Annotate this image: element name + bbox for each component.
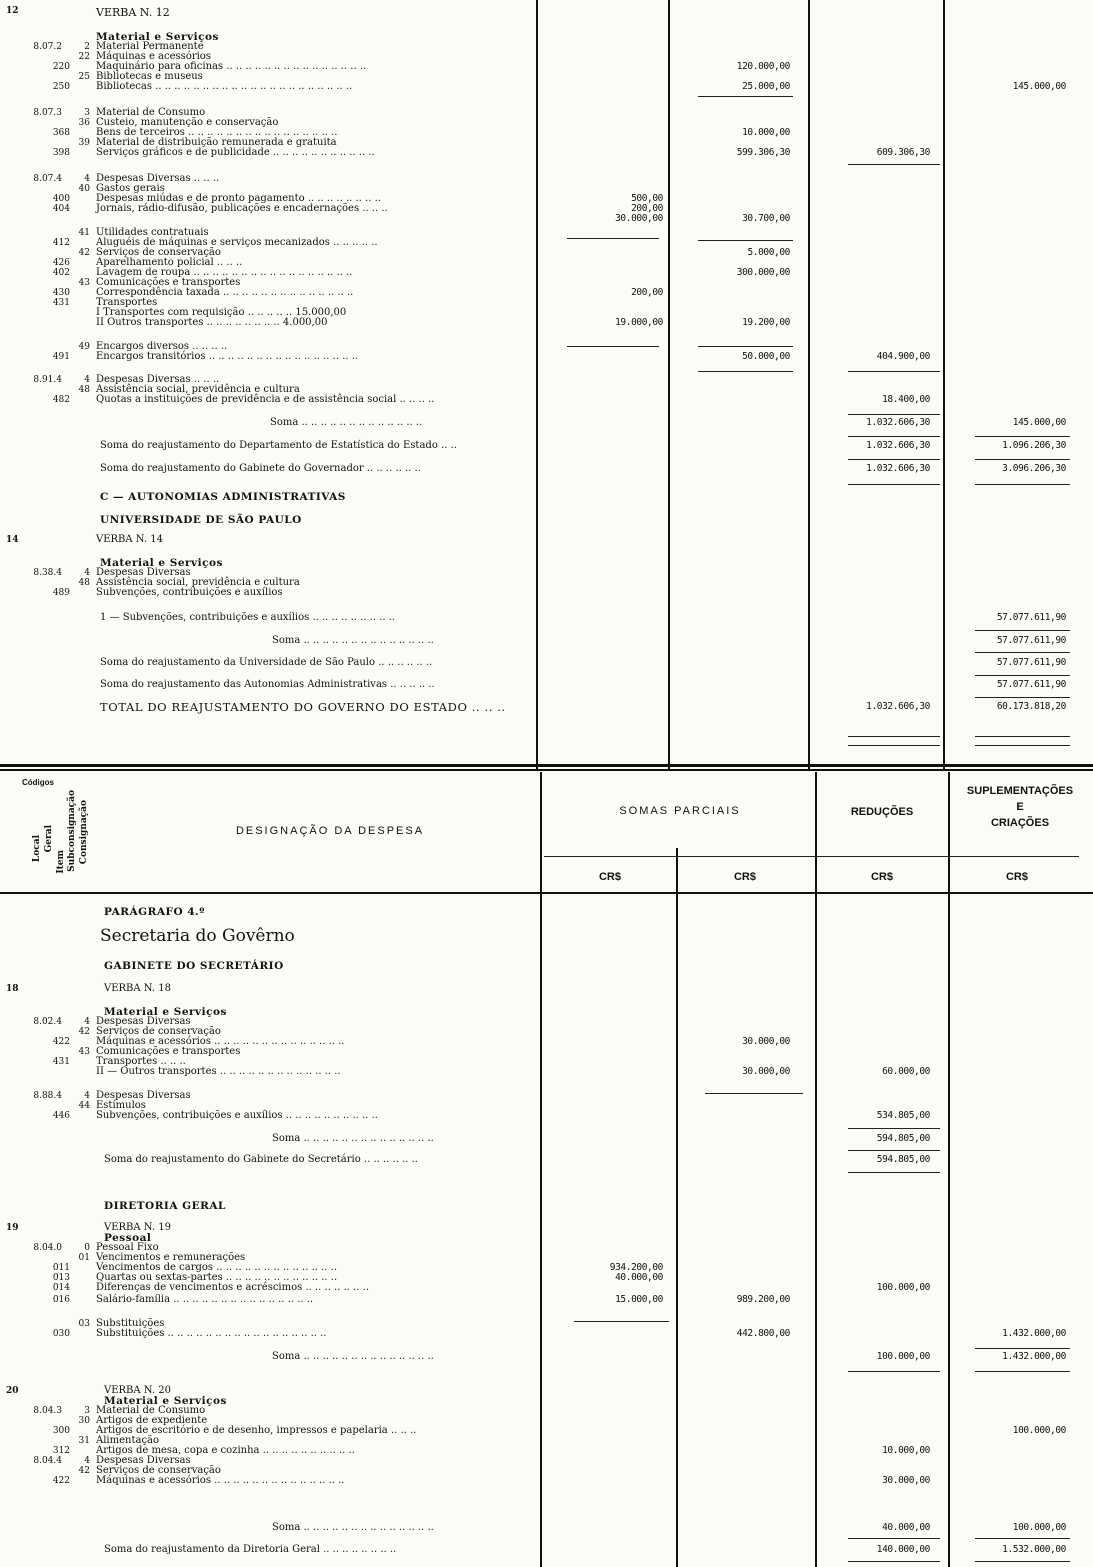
line-description: Máquinas e acessórios [96,51,211,62]
total-rule [848,414,940,415]
line-description: Bibliotecas .. .. .. .. .. .. .. .. .. .. .. .. .. .. .. .. .. .. .. .. .. [96,81,353,92]
ledger-row [0,926,1093,946]
subcode: 42 [78,1466,90,1476]
line-description: Serviços gráficos e de publicidade .. .. .. .. .. .. .. .. .. .. .. [96,147,375,158]
partial-sums-header: SOMAS PARCIAIS [619,805,741,817]
line-description: 1 — Subvenções, contribuições e auxílios .. .. .. .. .. .. .. .. .. [100,612,396,623]
amount-v1: 200,00 [631,287,663,298]
line-description: Soma do reajustamento das Autonomias Administrativas .. .. .. .. .. [100,679,435,690]
ledger-row [0,1522,1093,1534]
total-rule [975,1371,1070,1372]
line-description: Despesas Diversas .. .. .. [96,374,220,385]
section-divider [0,764,1093,767]
code-col-consignacao: Consignação [79,800,89,865]
line-description: Comunicações e transportes [96,1046,241,1057]
line-description: Despesas Diversas [96,1090,191,1101]
ledger-row [0,1475,1093,1487]
line-description: Despesas Diversas .. .. .. [96,173,220,184]
account-code: 8.07.4 [33,174,62,184]
ledger-row [0,587,1093,599]
ledger-row [0,1294,1093,1306]
subcode: 4 [84,174,90,184]
line-description: VERBA N. 19 [104,1222,171,1233]
subcode: 3 [84,108,90,118]
line-description: Vencimentos e remunerações [96,1252,246,1263]
subcode: 03 [78,1319,90,1329]
amount-v2: 10.000,00 [742,127,790,138]
total-rule [975,436,1070,437]
amount-v4: 1.096.206,30 [1002,440,1066,451]
header-subrule [544,856,1079,857]
line-description: Soma do reajustamento da Diretoria Geral .. .. .. .. .. .. .. .. [104,1544,397,1555]
amount-v1: 200,00 [631,203,663,214]
amount-v4: 1.532.000,00 [1002,1544,1066,1555]
ledger-row [0,906,1093,918]
amount-v2: 300.000,00 [736,267,790,278]
line-description: Bibliotecas e museus [96,71,203,82]
amount-v2: 30.000,00 [742,1066,790,1077]
verba-number: 20 [6,1386,19,1396]
line-description: Soma .. .. .. .. .. .. .. .. .. .. .. .. .. [270,417,423,428]
total-rule [975,652,1070,653]
total-rule [698,240,793,241]
total-rule [567,346,659,347]
amount-v1: 934.200,00 [609,1262,663,1273]
total-rule [574,1321,669,1322]
subcode: 41 [78,228,90,238]
account-code: 398 [52,148,70,158]
line-description: Substituições [96,1318,165,1329]
amount-v3: 594.805,00 [876,1133,930,1144]
line-description: Artigos de escritório e de desenho, impressos e papelaria .. .. .. [96,1425,417,1436]
amount-v1: 15.000,00 [615,1294,663,1305]
line-description: Transportes .. .. .. [96,1056,186,1067]
ledger-row [0,317,1093,329]
line-description: Secretaria do Govêrno [100,926,295,946]
line-description: Alimentação [96,1435,160,1446]
total-rule [698,96,793,97]
amount-v4: 100.000,00 [1012,1522,1066,1533]
account-code: 8.04.4 [33,1456,62,1466]
currency-label: CR$ [598,871,621,883]
ledger-row [0,983,1093,995]
line-description: TOTAL DO REAJUSTAMENTO DO GOVERNO DO ESTADO .. .. .. [100,700,506,714]
subcode: 4 [84,375,90,385]
line-description: Transportes [96,297,158,308]
subcode: 49 [78,342,90,352]
verba-number: 14 [6,535,19,545]
total-rule [975,459,1070,460]
amount-v4: 57.077.611,90 [996,635,1066,646]
amount-v3: 10.000,00 [882,1445,930,1456]
designation-header: DESIGNAÇÃO DA DESPESA [235,825,425,837]
total-rule [698,371,793,372]
amount-v3: 100.000,00 [876,1351,930,1362]
total-rule [975,736,1070,737]
amount-v2: 5.000,00 [747,247,790,258]
line-description: II Outros transportes .. .. .. .. .. .. .. .. 4.000,00 [96,317,328,328]
line-description: Comunicações e transportes [96,277,241,288]
verba-number: 19 [6,1223,19,1233]
account-code: 426 [52,258,70,268]
currency-label: CR$ [870,871,893,883]
currency-label: CR$ [1005,871,1028,883]
line-description: Máquinas e acessórios .. .. .. .. .. .. .. .. .. .. .. .. .. .. [96,1036,345,1047]
line-description: Despesas Diversas [96,1455,191,1466]
line-description: Soma do reajustamento da Universidade de São Paulo .. .. .. .. .. .. [100,657,433,668]
ledger-row [0,147,1093,159]
total-rule [975,1348,1070,1349]
amount-v2: 442.800,00 [736,1328,790,1339]
line-description: Diferenças de vencimentos e acréscimos .. .. .. .. .. .. .. [96,1282,370,1293]
reductions-header: REDUÇÕES [850,806,914,818]
total-rule [698,346,793,347]
amount-v3: 594.805,00 [876,1154,930,1165]
line-description: Assistência social, previdência e cultura [96,577,300,588]
ledger-row [0,514,1093,526]
amount-v4: 1.432.000,00 [1002,1351,1066,1362]
subcode: 4 [84,1091,90,1101]
ledger-row [0,81,1093,93]
line-description: Soma .. .. .. .. .. .. .. .. .. .. .. .. .. .. [272,1133,434,1144]
codes-label: Códigos [22,778,54,787]
currency-label: CR$ [733,871,756,883]
account-code: 014 [52,1283,70,1293]
amount-v3: 1.032.606,30 [866,463,930,474]
subcode: 22 [78,52,90,62]
line-description: GABINETE DO SECRETÁRIO [104,960,284,972]
line-description: Subvenções, contribuições e auxílios .. .. .. .. .. .. .. .. .. .. [96,1110,378,1121]
line-description: Máquinas e acessórios .. .. .. .. .. .. .. .. .. .. .. .. .. .. [96,1475,345,1486]
account-code: 8.91.4 [33,375,62,385]
ledger-row [0,1133,1093,1145]
account-code: 489 [52,588,70,598]
amount-v4: 1.432.000,00 [1002,1328,1066,1339]
line-description: VERBA N. 20 [104,1385,171,1396]
ledger-row [0,1154,1093,1166]
amount-v3: 534.805,00 [876,1110,930,1121]
ledger-row [0,701,1093,713]
line-description: Correspondência taxada .. .. .. .. .. .. .. .. .. .. .. .. .. .. [96,287,354,298]
amount-v2: 25.000,00 [742,81,790,92]
subcode: 31 [78,1436,90,1446]
amount-v3: 18.400,00 [882,394,930,405]
amount-v2: 989.200,00 [736,1294,790,1305]
line-description: Jornais, rádio-difusão, publicações e encadernações .. .. .. [96,203,388,214]
line-description: Soma .. .. .. .. .. .. .. .. .. .. .. .. .. .. [272,1522,434,1533]
account-code: 430 [52,288,70,298]
amount-v2: 19.200,00 [742,317,790,328]
amount-v4: 145.000,00 [1012,81,1066,92]
amount-v1: 30.000,00 [615,213,663,224]
account-code: 013 [52,1273,70,1283]
subcode: 48 [78,385,90,395]
ledger-row [0,612,1093,624]
account-code: 482 [52,395,70,405]
code-col-subconsignacao: Subconsignação [67,790,77,872]
amount-v4: 3.096.206,30 [1002,463,1066,474]
account-code: 312 [52,1446,70,1456]
line-description: Material e Serviços [100,557,223,569]
line-description: UNIVERSIDADE DE SÃO PAULO [100,514,302,526]
line-description: Custeio, manutenção e conservação [96,117,279,128]
account-code: 8.38.4 [33,568,62,578]
account-code: 368 [52,128,70,138]
amount-v2: 30.700,00 [742,213,790,224]
line-description: II — Outros transportes .. .. .. .. .. .. .. .. .. .. .. .. .. [96,1066,341,1077]
total-rule [848,1371,940,1372]
total-rule [975,1538,1070,1539]
total-rule [975,697,1070,698]
amount-v4: 57.077.611,90 [996,657,1066,668]
account-code: 250 [52,82,70,92]
amount-v3: 404.900,00 [876,351,930,362]
subcode: 0 [84,1243,90,1253]
total-rule [848,1538,940,1539]
ledger-row [0,440,1093,452]
subcode: 39 [78,138,90,148]
line-description: Pessoal Fixo [96,1242,159,1253]
subcode: 36 [78,118,90,128]
account-code: 8.07.2 [33,42,62,52]
account-code: 431 [52,298,70,308]
subcode: 4 [84,568,90,578]
account-code: 400 [52,194,70,204]
subcode: 01 [78,1253,90,1263]
line-description: Material e Serviços [96,31,219,43]
total-rule [848,164,940,165]
total-rule [848,484,940,485]
total-rule [848,1150,940,1151]
total-rule [975,484,1070,485]
line-description: Serviços de conservação [96,247,221,258]
amount-v3: 1.032.606,30 [866,417,930,428]
line-description: Quotas a instituições de previdência e de assistência social .. .. .. .. [96,394,435,405]
ledger-row [0,394,1093,406]
amount-v2: 120.000,00 [736,61,790,72]
amount-v3: 1.032.606,30 [866,701,930,712]
ledger-row [0,1351,1093,1363]
subcode: 48 [78,578,90,588]
ledger-row [0,417,1093,429]
amount-v4: 57.077.611,90 [996,612,1066,623]
section-divider [0,769,1093,771]
amount-v1: 40.000,00 [615,1272,663,1283]
line-description: Soma do reajustamento do Gabinete do Governador .. .. .. .. .. .. [100,463,421,474]
line-description: Soma .. .. .. .. .. .. .. .. .. .. .. .. .. .. [272,1351,434,1362]
amount-v3: 609.306,30 [876,147,930,158]
ledger-row [0,1544,1093,1556]
line-description: Soma do reajustamento do Gabinete do Secretário .. .. .. .. .. .. [104,1154,418,1165]
total-rule [848,745,940,746]
line-description: Estímulos [96,1100,146,1111]
subcode: 44 [78,1101,90,1111]
line-description: Aparelhamento policial .. .. .. [96,257,243,268]
account-code: 402 [52,268,70,278]
amount-v3: 30.000,00 [882,1475,930,1486]
amount-v3: 140.000,00 [876,1544,930,1555]
line-description: Artigos de mesa, copa e cozinha .. .. .. .. .. .. .. .. .. .. [96,1445,355,1456]
line-description: Material de distribuição remunerada e gratuita [96,137,337,148]
ledger-row [0,960,1093,972]
ledger-row [0,679,1093,691]
total-rule [848,371,940,372]
line-description: C — AUTONOMIAS ADMINISTRATIVAS [100,491,346,503]
total-rule [848,1561,940,1562]
subcode: 43 [78,278,90,288]
amount-v3: 60.000,00 [882,1066,930,1077]
account-code: 412 [52,238,70,248]
amount-v3: 1.032.606,30 [866,440,930,451]
account-code: 422 [52,1476,70,1486]
amount-v4: 57.077.611,90 [996,679,1066,690]
amount-v1: 19.000,00 [615,317,663,328]
account-code: 030 [52,1329,70,1339]
ledger-row [0,1328,1093,1340]
account-code: 431 [52,1057,70,1067]
total-rule [848,736,940,737]
line-description: Despesas Diversas [96,567,191,578]
subcode: 25 [78,72,90,82]
line-description: PARÁGRAFO 4.º [104,906,205,918]
ledger-row [0,1110,1093,1122]
account-code: 011 [52,1263,70,1273]
ledger-row [0,351,1093,363]
line-description: Gastos gerais [96,183,165,194]
total-rule [705,1093,803,1094]
line-description: Serviços de conservação [96,1465,221,1476]
line-description: Lavagem de roupa .. .. .. .. .. .. .. .. .. .. .. .. .. .. .. .. .. [96,267,353,278]
ledger-row [0,657,1093,669]
account-code: 8.04.0 [33,1243,62,1253]
line-description: DIRETORIA GERAL [104,1200,226,1212]
line-description: Soma do reajustamento do Departamento de Estatística do Estado .. .. [100,440,457,451]
amount-v3: 40.000,00 [882,1522,930,1533]
line-description: Material e Serviços [104,1395,227,1407]
amount-v1: 500,00 [631,193,663,204]
account-code: 491 [52,352,70,362]
subcode: 40 [78,184,90,194]
ledger-row [0,491,1093,503]
code-col-geral: Geral [44,825,54,853]
line-description: Material de Consumo [96,1405,206,1416]
account-code: 422 [52,1037,70,1047]
account-code: 220 [52,62,70,72]
line-description: Material Permanente [96,41,204,52]
line-description: VERBA N. 18 [104,983,171,994]
amount-v3: 100.000,00 [876,1282,930,1293]
total-rule [848,1128,940,1129]
account-code: 8.02.4 [33,1017,62,1027]
total-rule [975,630,1070,631]
line-description: Subvenções, contribuições e auxílios [96,587,283,598]
subcode: 30 [78,1416,90,1426]
line-description: Maquinário para oficinas .. .. .. .. .. .. .. .. .. .. .. .. .. .. .. [96,61,367,72]
account-code: 8.04.3 [33,1406,62,1416]
line-description: Bens de terceiros .. .. .. .. .. .. .. .. .. .. .. .. .. .. .. .. [96,127,338,138]
subcode: 2 [84,42,90,52]
line-description: VERBA N. 14 [96,534,163,545]
line-description: Substituições .. .. .. .. .. .. .. .. .. .. .. .. .. .. .. .. .. [96,1328,327,1339]
total-rule [975,675,1070,676]
verba-heading: VERBA N. 12 [96,6,170,19]
total-rule [848,1172,940,1173]
line-description: Encargos diversos .. .. .. .. [96,341,228,352]
line-description: Despesas miúdas e de pronto pagamento .. .. .. .. .. .. .. .. [96,193,381,204]
account-code: 8.88.4 [33,1091,62,1101]
ledger-row [0,213,1093,225]
line-description: Pessoal [104,1232,152,1244]
amount-v2: 50.000,00 [742,351,790,362]
line-description: Material de Consumo [96,107,206,118]
amount-v4: 60.173.818,20 [996,701,1066,712]
ledger-row [0,463,1093,475]
line-description: Salário-família .. .. .. .. .. .. .. .. .. .. .. .. .. .. .. [96,1294,314,1305]
line-description: Soma .. .. .. .. .. .. .. .. .. .. .. .. .. .. [272,635,434,646]
line-description: Vencimentos de cargos .. .. .. .. .. .. .. .. .. .. .. .. .. [96,1262,338,1273]
page-number: 12 [6,6,19,16]
amount-v2: 30.000,00 [742,1036,790,1047]
ledger-row [0,534,1093,546]
line-description: Encargos transitórios .. .. .. .. .. .. .. .. .. .. .. .. .. .. .. .. [96,351,359,362]
line-description: I Transportes com requisição .. .. .. .. .. 15.000,00 [96,307,347,318]
account-code: 016 [52,1295,70,1305]
account-code: 8.07.3 [33,108,62,118]
subcode: 4 [84,1456,90,1466]
ledger-row [0,1200,1093,1212]
subcode: 43 [78,1047,90,1057]
line-description: Serviços de conservação [96,1026,221,1037]
total-rule [848,436,940,437]
code-col-item: Item [56,850,66,874]
line-description: Utilidades contratuais [96,227,209,238]
code-col-local: Local [32,835,42,863]
line-description: Assistência social, previdência e cultura [96,384,300,395]
amount-v4: 100.000,00 [1012,1425,1066,1436]
line-description: Despesas Diversas [96,1016,191,1027]
account-code: 404 [52,204,70,214]
verba-number: 18 [6,984,19,994]
subcode: 42 [78,248,90,258]
ledger-row [0,1282,1093,1294]
ledger-row [0,1066,1093,1078]
line-description: Artigos de expediente [96,1415,208,1426]
line-description: Material e Serviços [104,1006,227,1018]
header-bottom-rule [0,892,1093,894]
total-rule [975,745,1070,746]
line-description: Quartas ou sextas-partes .. .. .. .. .. .. .. .. .. .. .. .. [96,1272,338,1283]
subcode: 4 [84,1017,90,1027]
total-rule [567,238,659,239]
amount-v2: 599.306,30 [736,147,790,158]
line-description: Aluguéis de máquinas e serviços mecanizados .. .. .. .. .. [96,237,378,248]
total-rule [848,459,940,460]
supplements-header: SUPLEMENTAÇÕES E CRIAÇÕES [966,785,1074,829]
ledger-row [0,635,1093,647]
subcode: 42 [78,1027,90,1037]
amount-v4: 145.000,00 [1012,417,1066,428]
total-rule [975,1561,1070,1562]
subcode: 3 [84,1406,90,1416]
account-code: 300 [52,1426,70,1436]
account-code: 446 [52,1111,70,1121]
